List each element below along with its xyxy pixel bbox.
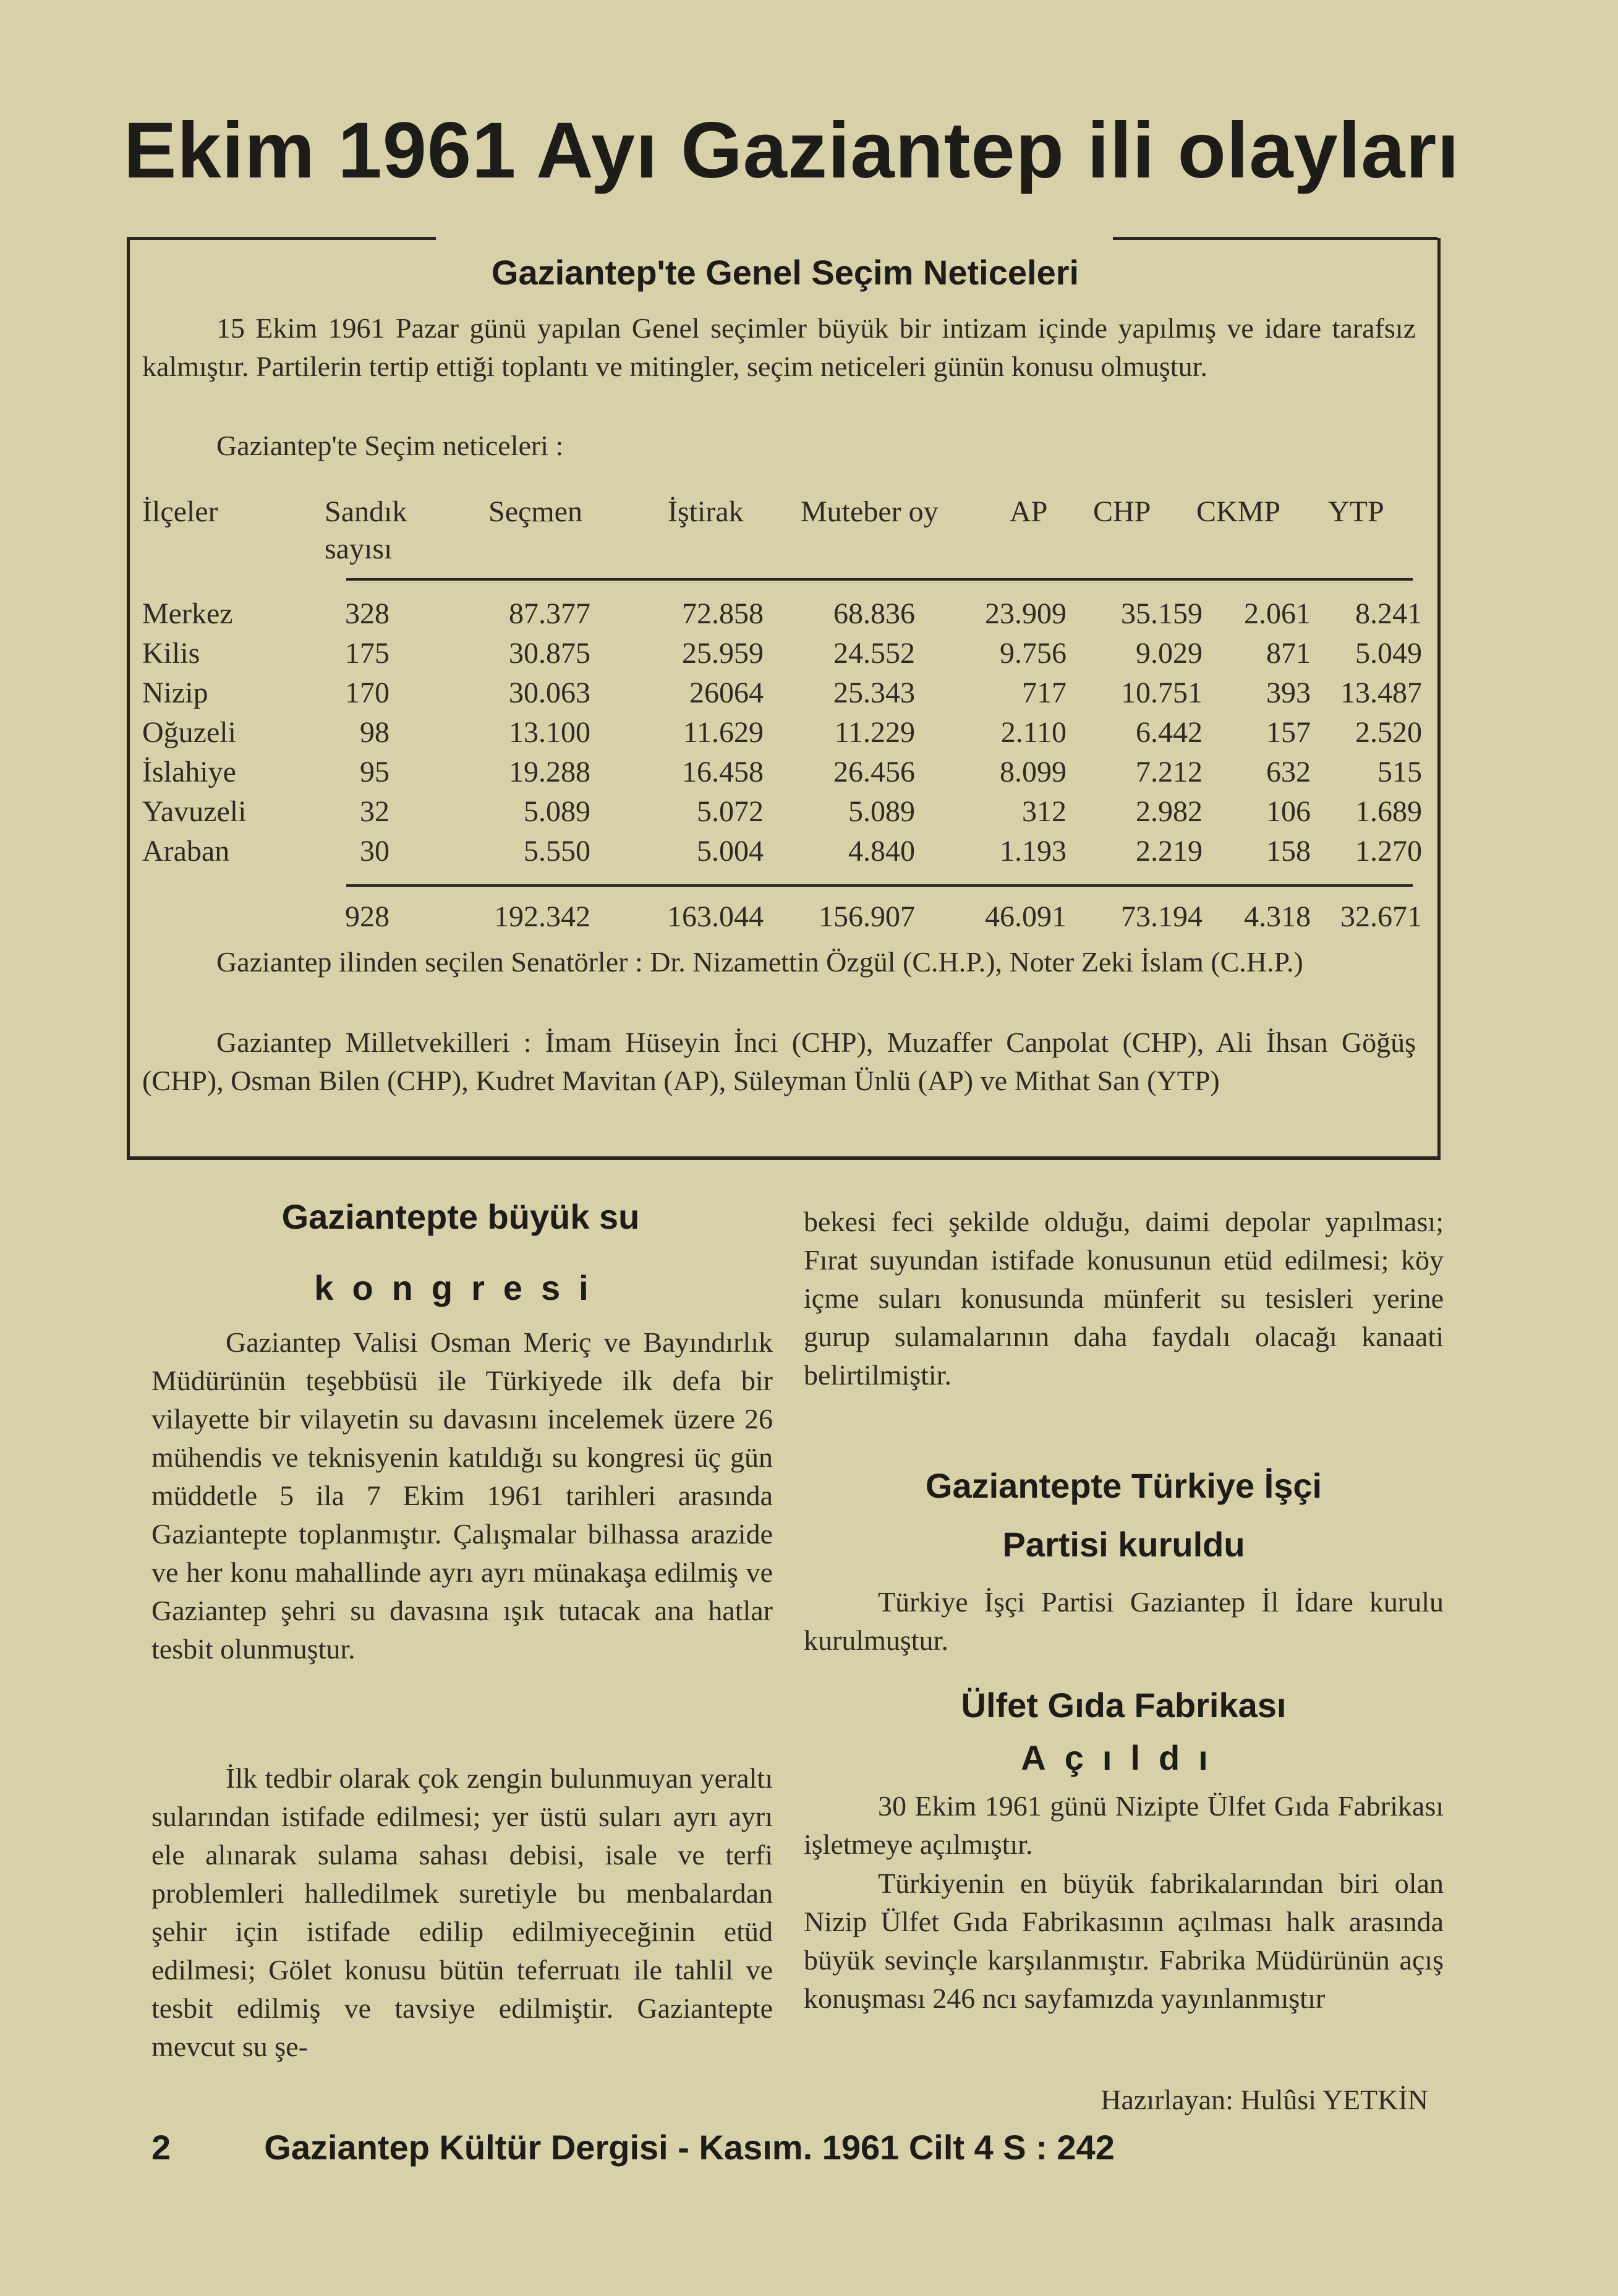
- cell-istirak: 11.629: [683, 716, 764, 749]
- cell-ytp: 13.487: [1340, 676, 1422, 709]
- cell-ap: 8.099: [1000, 756, 1067, 788]
- cell-sandik: 328: [345, 597, 390, 630]
- su-kongresi-heading: Gaziantepte büyük su: [281, 1197, 640, 1236]
- total-ap: 46.091: [985, 900, 1067, 933]
- su-kongresi-heading-2: kongresi: [314, 1268, 607, 1307]
- cell-secmen: 5.550: [524, 835, 590, 868]
- cell-ckmp: 106: [1266, 795, 1311, 828]
- header-secmen: Seçmen: [488, 495, 582, 528]
- election-results-label: Gaziantep'te Seçim neticeleri :: [216, 430, 564, 461]
- total-istirak: 163.044: [667, 900, 764, 933]
- cell-chp: 6.442: [1136, 716, 1203, 749]
- cell-ilce: Araban: [142, 835, 230, 868]
- cell-sandik: 32: [360, 795, 390, 828]
- cell-ap: 2.110: [1000, 716, 1067, 749]
- header-ilce: İlçeler: [142, 495, 218, 528]
- cell-muteber: 5.089: [848, 795, 915, 828]
- cell-chp: 2.982: [1136, 795, 1203, 828]
- header-sandik-sayisi: sayısı: [325, 532, 393, 565]
- cell-sandik: 170: [345, 676, 390, 709]
- header-ap: AP: [1010, 495, 1048, 528]
- header-ytp: YTP: [1328, 495, 1384, 528]
- cell-chp: 9.029: [1136, 637, 1203, 670]
- page-footer: [151, 2127, 1437, 2167]
- table-header-rule: [346, 578, 1413, 581]
- cell-chp: 10.751: [1121, 676, 1203, 709]
- cell-istirak: 72.858: [682, 597, 764, 630]
- header-chp: CHP: [1093, 495, 1151, 528]
- cell-sandik: 30: [360, 835, 390, 868]
- total-chp: 73.194: [1121, 900, 1203, 933]
- senators-text: Gaziantep ilinden seçilen Senatörler : Dr. Nizamettin Özgül (C.H.P.), Noter Zeki İslam (C.H.P.): [216, 946, 1303, 978]
- ulfet-p2: Türkiyenin en büyük fabrikalarından biri olan Nizip Ülfet Gıda Fabrikasının açılması halk arasında büyük sevinçle karşılanmıştır. Fabrika Müdürünün açış konuşması 246 ncı sayfamızda yayınlanmıştır: [804, 1867, 1444, 2014]
- cell-istirak: 26064: [689, 676, 764, 709]
- cell-istirak: 25.959: [682, 637, 764, 670]
- cell-muteber: 4.840: [848, 835, 915, 868]
- cell-ytp: 5.049: [1355, 637, 1422, 670]
- cell-ckmp: 393: [1266, 676, 1311, 709]
- cell-ckmp: 871: [1266, 637, 1311, 670]
- header-sandik: Sandık: [325, 495, 407, 528]
- cell-muteber: 24.552: [833, 637, 915, 670]
- table-total-rule: [346, 884, 1413, 887]
- footer-journal: Gaziantep Kültür Dergisi - Kasım. 1961 Cilt 4 S : 242: [264, 2128, 1115, 2167]
- cell-ckmp: 2.061: [1244, 597, 1311, 630]
- isci-partisi-heading: Gaziantepte Türkiye İşçi: [925, 1466, 1322, 1505]
- cell-muteber: 25.343: [833, 676, 915, 709]
- cell-secmen: 19.288: [509, 756, 590, 788]
- cell-sandik: 175: [345, 637, 390, 670]
- header-istirak: İştirak: [668, 495, 744, 528]
- cell-secmen: 5.089: [524, 795, 590, 828]
- cell-ilce: Nizip: [142, 676, 208, 709]
- cell-secmen: 13.100: [509, 716, 590, 749]
- cell-ap: 23.909: [985, 597, 1067, 630]
- header-muteber: Muteber oy: [801, 495, 939, 528]
- cell-sandik: 98: [360, 716, 390, 749]
- cell-ckmp: 158: [1266, 835, 1311, 868]
- total-ytp: 32.671: [1340, 900, 1422, 933]
- page-title: Ekim 1961 Ayı Gaziantep ili olayları: [124, 106, 1460, 195]
- total-muteber: 156.907: [819, 900, 915, 933]
- page-number: 2: [151, 2128, 171, 2167]
- cell-ap: 9.756: [1000, 637, 1067, 670]
- cell-ilce: Yavuzeli: [142, 795, 247, 828]
- cell-istirak: 16.458: [682, 756, 764, 788]
- cell-ytp: 2.520: [1355, 716, 1422, 749]
- cell-ap: 717: [1022, 676, 1067, 709]
- total-ckmp: 4.318: [1244, 900, 1311, 933]
- cell-sandik: 95: [360, 756, 390, 788]
- cell-muteber: 11.229: [834, 716, 915, 749]
- ulfet-author: Hazırlayan: Hulûsi YETKİN: [1101, 2084, 1428, 2115]
- cell-ap: 1.193: [1000, 835, 1067, 868]
- cell-istirak: 5.072: [697, 795, 764, 828]
- election-heading: Gaziantep'te Genel Seçim Neticeleri: [491, 253, 1079, 292]
- isci-partisi-text: Türkiye İşçi Partisi Gaziantep İl İdare kurulu kurulmuştur.: [804, 1586, 1444, 1656]
- total-secmen: 192.342: [494, 900, 590, 933]
- total-sandik: 928: [345, 900, 390, 933]
- su-kongresi-p1: Gaziantep Valisi Osman Meriç ve Bayındırlık Müdürünün teşebbüsü ile Türkiyede ilk defa bir vilayette bir vilayetin su davasını incelemek üzere 26 mühendis ve teknisyenin katıldığı su kongresi üç gün müddetle 5 ila 7 Ekim 1961 tarihleri arasında Gaziantepte toplanmıştır. Çalışmalar bilhassa arazide ve her konu mahallinde ayrı ayrı münakaşa edilmiş ve Gaziantep şehri su davasına ışık tutacak ana hatlar tesbit olunmuştur.: [151, 1326, 773, 1665]
- cell-chp: 35.159: [1121, 597, 1203, 630]
- cell-muteber: 68.836: [833, 597, 915, 630]
- cell-ckmp: 157: [1266, 716, 1311, 749]
- cell-ytp: 1.270: [1355, 835, 1422, 868]
- deputies-text: Gaziantep Milletvekilleri : İmam Hüseyin İnci (CHP), Muzaffer Canpolat (CHP), Ali İhsan Göğüş (CHP), Osman Bilen (CHP), Kudret Mavitan (AP), Süleyman Ünlü (AP) ve Mithat San (YTP): [142, 1026, 1416, 1096]
- cell-ilce: İslahiye: [142, 756, 236, 788]
- ulfet-p1: 30 Ekim 1961 günü Nizipte Ülfet Gıda Fabrikası işletmeye açılmıştır.: [804, 1790, 1444, 1860]
- ulfet-heading-2: Açıldı: [1021, 1738, 1227, 1777]
- header-ckmp: CKMP: [1196, 495, 1281, 528]
- ulfet-heading: Ülfet Gıda Fabrikası: [961, 1686, 1287, 1725]
- box-top-rule-right: [1113, 237, 1437, 240]
- election-intro: 15 Ekim 1961 Pazar günü yapılan Genel seçimler büyük bir intizam içinde yapılmış ve idare tarafsız kalmıştır. Partilerin tertip ettiği toplantı ve mitingler, seçim neticeleri günün konusu olmuştur.: [142, 312, 1416, 382]
- box-top-rule-left: [127, 237, 436, 240]
- su-kongresi-p3: bekesi feci şekilde olduğu, daimi depolar yapılması; Fırat suyundan istifade konusunun etüd edilmesi; köy içme suları konusunda münferit su tesisleri yerine gurup sulamalarının daha faydalı olacağı kanaati belirtilmiştir.: [804, 1206, 1444, 1391]
- cell-ckmp: 632: [1266, 756, 1311, 788]
- cell-secmen: 87.377: [509, 597, 590, 630]
- cell-ytp: 1.689: [1355, 795, 1422, 828]
- cell-ytp: 515: [1377, 756, 1422, 788]
- isci-partisi-heading-2: Partisi kuruldu: [1002, 1525, 1245, 1564]
- cell-secmen: 30.063: [509, 676, 590, 709]
- cell-muteber: 26.456: [833, 756, 915, 788]
- cell-istirak: 5.004: [697, 835, 764, 868]
- su-kongresi-p2: İlk tedbir olarak çok zengin bulunmuyan yeraltı sularından istifade edilmesi; yer üstü suları ayrı ayrı ele alınarak sulama sahası debisi, isale ve terfi problemleri halledilmek suretiyle bu menbalardan şehir için istifade edilip edilmiyeceğinin etüd edilmesi; Gölet konusu bütün teferruatı ile tahlil ve tesbit edilmiş ve tavsiye edilmiştir. Gaziantepte mevcut su şe-: [151, 1762, 773, 2062]
- cell-ilce: Oğuzeli: [142, 716, 236, 749]
- cell-secmen: 30.875: [509, 637, 590, 670]
- cell-ap: 312: [1022, 795, 1067, 828]
- cell-chp: 2.219: [1136, 835, 1203, 868]
- cell-ilce: Kilis: [142, 637, 200, 670]
- cell-ilce: Merkez: [142, 597, 233, 630]
- cell-ytp: 8.241: [1355, 597, 1422, 630]
- cell-chp: 7.212: [1136, 756, 1203, 788]
